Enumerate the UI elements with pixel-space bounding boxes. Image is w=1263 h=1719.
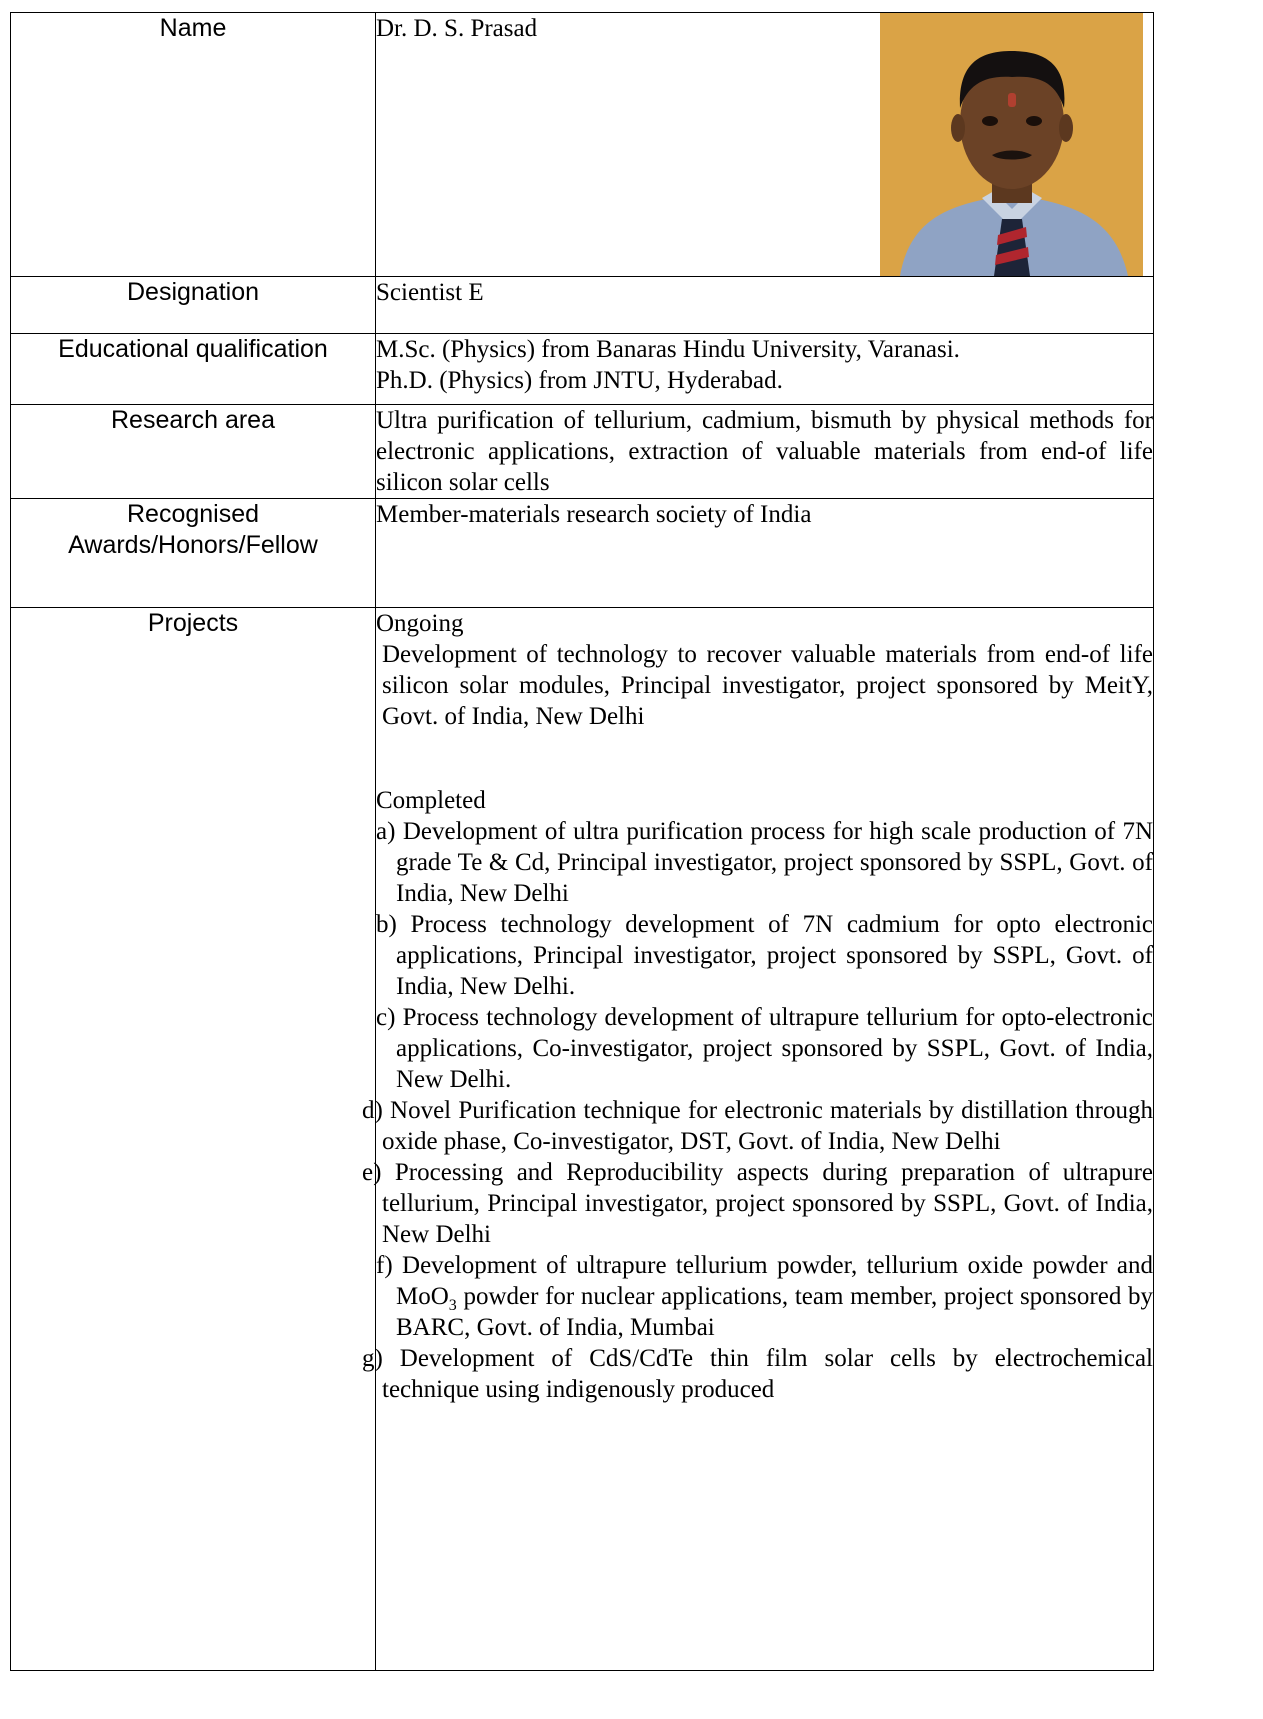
row-designation: [11, 277, 1154, 334]
value-awards: Member-materials research society of India: [376, 499, 1154, 608]
value-research: Ultra purification of tellurium, cadmium, bismuth by physical methods for electronic applications, extraction of valuable materials from end-of life silicon solar cells: [376, 405, 1154, 499]
completed-item-a: a) Development of ultra purification process for high scale production of 7N grade Te & Cd, Principal investigator, project sponsored by SSPL, Govt. of India, New Delhi: [376, 818, 1153, 907]
completed-item-d: d) Novel Purification technique for electronic materials by distillation through oxide phase, Co-investigator, DST, Govt. of India, New Delhi: [362, 1097, 1153, 1155]
label-education: Educational qualification: [11, 334, 376, 405]
row-name: [11, 13, 1154, 277]
value-name: Dr. D. S. Prasad: [376, 15, 538, 42]
item-f-text-1: f) Development of ultrapure tellurium powder, tellurium oxide powder and MoO: [376, 1252, 1153, 1310]
label-name: Name: [11, 13, 376, 277]
profile-table: [10, 12, 1154, 1671]
label-awards-line-1: Recognised: [126, 500, 260, 528]
completed-item-f: [376, 1250, 1153, 1343]
completed-item-b: b) Process technology development of 7N cadmium for opto electronic applications, Principal investigator, project sponsored by SSPL, Govt. of India, New Delhi.: [376, 911, 1153, 1000]
education-line-2: Ph.D. (Physics) from JNTU, Hyderabad.: [376, 367, 783, 394]
label-designation: Designation: [11, 277, 376, 334]
completed-item-c: c) Process technology development of ultrapure tellurium for opto-electronic applications, Co-investigator, project sponsored by SSPL, Govt. of India, New Delhi.: [376, 1004, 1153, 1093]
completed-item-e: e) Processing and Reproducibility aspects during preparation of ultrapure tellurium, Principal investigator, project sponsored by SSPL, Govt. of India, New Delhi: [362, 1159, 1153, 1248]
completed-heading: Completed: [376, 787, 486, 814]
ongoing-heading: Ongoing: [376, 610, 464, 637]
label-projects: Projects: [11, 608, 376, 1671]
education-line-1: M.Sc. (Physics) from Banaras Hindu University, Varanasi.: [376, 336, 960, 363]
row-awards: [11, 499, 1154, 608]
completed-item-g: g) Development of CdS/CdTe thin film solar cells by electrochemical technique using indigenously produced: [362, 1345, 1153, 1403]
row-research: [11, 405, 1154, 499]
item-f-subscript: 3: [448, 1297, 457, 1314]
portrait-photo: [880, 13, 1143, 276]
row-projects: [11, 608, 1154, 1671]
label-awards-line-2: Awards/Honors/Fellow: [68, 531, 318, 559]
value-designation: Scientist E: [376, 277, 1154, 334]
row-education: [11, 334, 1154, 405]
ongoing-project: Development of technology to recover valuable materials from end-of life silicon solar modules, Principal investigator, project sponsored by MeitY, Govt. of India, New Delhi: [382, 641, 1153, 730]
label-research: Research area: [11, 405, 376, 499]
item-f-text-2: powder for nuclear applications, team member, project sponsored by BARC, Govt. of India, Mumbai: [396, 1283, 1153, 1341]
